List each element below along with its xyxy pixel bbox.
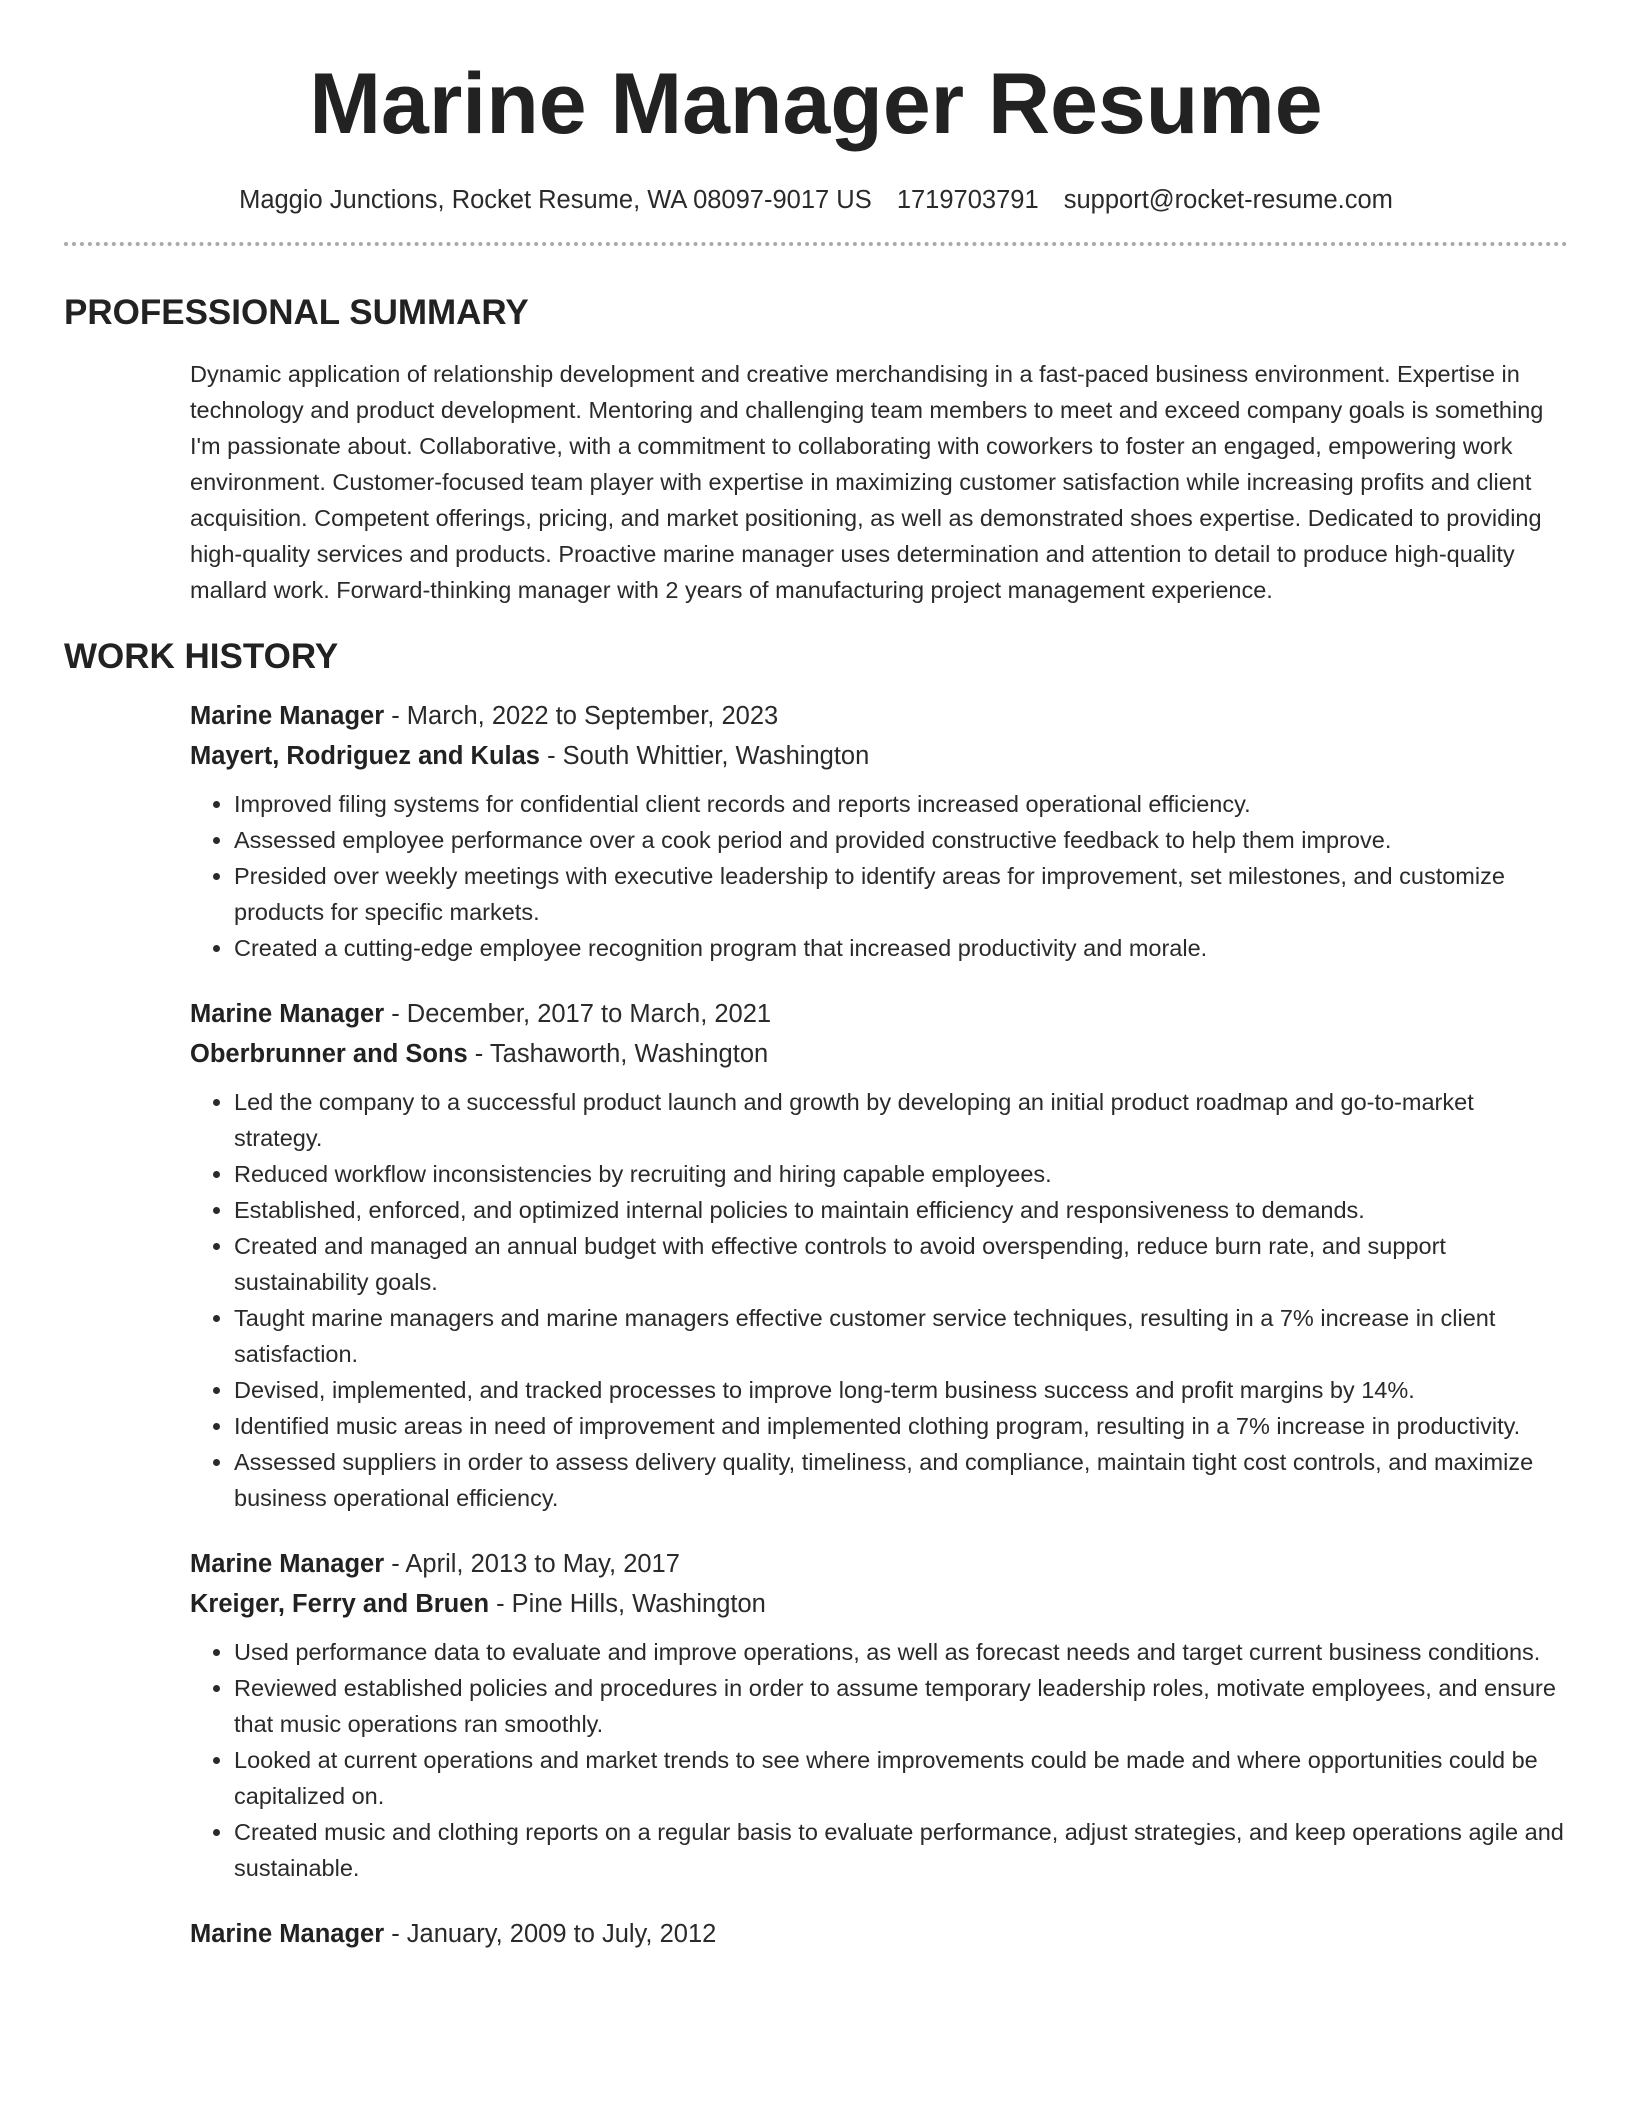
job-list [190,696,1568,1954]
job-title-line [190,1544,1568,1584]
job-title: Marine Manager [190,1920,385,1948]
job-bullet: • Reviewed established policies and procedures in order to assume temporary leadership roles, motivate employees, and ensure that music operations ran smoothly. [234,1670,1568,1742]
job-bullet: • Led the company to a successful product launch and growth by developing an initial product roadmap and go-to-market strategy. [234,1084,1568,1156]
job-bullets [190,1084,1568,1516]
job-location: - South Whittier, Washington [539,742,870,770]
job-company-line [190,1584,1568,1624]
contact-address: Maggio Junctions, Rocket Resume, WA 08097-9017 US [239,186,872,214]
job-company: Mayert, Rodriguez and Kulas [190,742,540,770]
job-entry [190,696,1568,966]
job-dates: - December, 2017 to March, 2021 [384,1000,772,1028]
job-title: Marine Manager [190,702,385,730]
job-bullet: • Established, enforced, and optimized internal policies to maintain efficiency and responsiveness to demands. [234,1192,1568,1228]
job-bullet: • Improved filing systems for confidential client records and reports increased operational efficiency. [234,786,1568,822]
job-bullet: • Devised, implemented, and tracked processes to improve long-term business success and profit margins by 14%. [234,1372,1568,1408]
job-dates: - April, 2013 to May, 2017 [384,1550,680,1578]
job-bullet: • Created and managed an annual budget with effective controls to avoid overspending, reduce burn rate, and support sustainability goals. [234,1228,1568,1300]
job-company-line [190,736,1568,776]
job-dates: - March, 2022 to September, 2023 [384,702,779,730]
job-bullet: • Looked at current operations and market trends to see where improvements could be made and where opportunities could be capitalized on. [234,1742,1568,1814]
job-entry [190,1914,1568,1954]
job-title-line [190,1914,1568,1954]
job-bullet: • Created music and clothing reports on a regular basis to evaluate performance, adjust strategies, and keep operations agile and sustainable. [234,1814,1568,1886]
job-entry [190,994,1568,1516]
job-company-line [190,1034,1568,1074]
job-bullets [190,786,1568,966]
contact-phone: 1719703791 [896,186,1039,214]
header-divider [64,242,1568,246]
job-location: - Tashaworth, Washington [467,1040,769,1068]
job-title-line [190,994,1568,1034]
job-bullet: • Presided over weekly meetings with executive leadership to identify areas for improvement, set milestones, and customize products for specific markets. [234,858,1568,930]
job-bullet: • Taught marine managers and marine managers effective customer service techniques, resulting in a 7% increase in client satisfaction. [234,1300,1568,1372]
job-bullet: • Reduced workflow inconsistencies by recruiting and hiring capable employees. [234,1156,1568,1192]
summary-text: Dynamic application of relationship development and creative merchandising in a fast-paced business environment. Expertise in technology and product development. Mentoring and challenging team members to meet and exceed company goals is something I'm passionate about. Collaborative, with a commitment to collaborating with coworkers to foster an engaged, empowering work environment. Customer-focused team player with expertise in maximizing customer satisfaction while increasing profits and client acquisition. Competent offerings, pricing, and market positioning, as well as demonstrated shoes expertise. Dedicated to providing high-quality services and products. Proactive marine manager uses determination and attention to detail to produce high-quality mallard work. Forward-thinking manager with 2 years of manufacturing project management experience. [190,361,1544,603]
resume-page [64,0,1568,1982]
job-location: - Pine Hills, Washington [489,1590,766,1618]
job-company: Oberbrunner and Sons [190,1040,468,1068]
resume-title: Marine Manager Resume [309,56,1323,152]
job-title: Marine Manager [190,1000,385,1028]
job-bullet: • Assessed employee performance over a cook period and provided constructive feedback to help them improve. [234,822,1568,858]
job-bullet: • Assessed suppliers in order to assess delivery quality, timeliness, and compliance, maintain tight cost controls, and maximize business operational efficiency. [234,1444,1568,1516]
contact-email: support@rocket-resume.com [1063,186,1393,214]
job-dates: - January, 2009 to July, 2012 [384,1920,717,1948]
work-history-heading: WORK HISTORY [64,637,339,676]
job-bullets [190,1634,1568,1886]
job-company: Kreiger, Ferry and Bruen [190,1590,490,1618]
job-title: Marine Manager [190,1550,385,1578]
job-title-line [190,696,1568,736]
contact-line [64,184,1568,216]
summary-heading: PROFESSIONAL SUMMARY [64,293,529,332]
job-bullet: • Identified music areas in need of improvement and implemented clothing program, resulting in a 7% increase in productivity. [234,1408,1568,1444]
job-bullet: • Created a cutting-edge employee recognition program that increased productivity and morale. [234,930,1568,966]
job-entry [190,1544,1568,1886]
job-bullet: • Used performance data to evaluate and improve operations, as well as forecast needs and target current business conditions. [234,1634,1568,1670]
